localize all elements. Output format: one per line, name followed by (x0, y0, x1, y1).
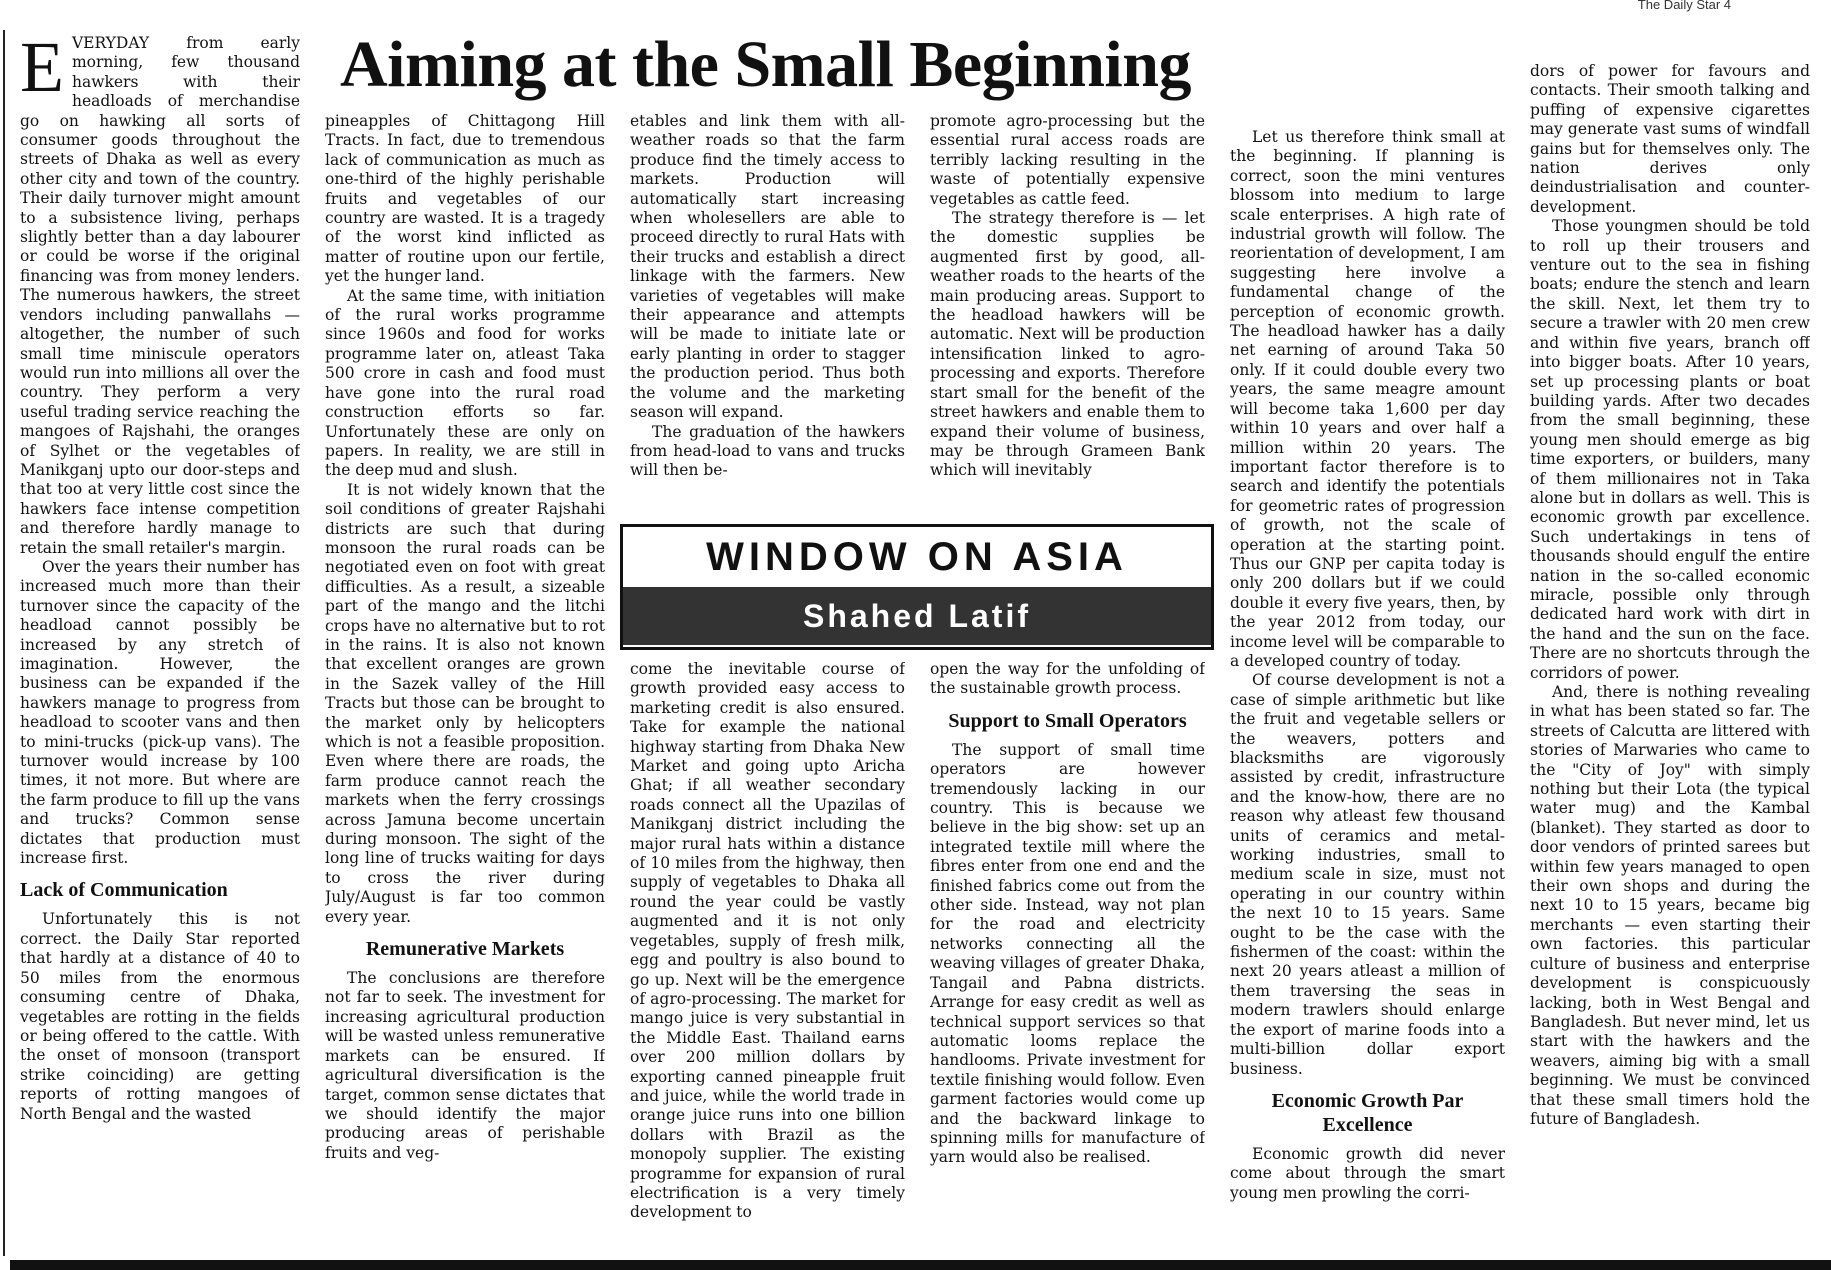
headline: Aiming at the Small Beginning (340, 28, 1191, 101)
banner-author: Shahed Latif (623, 587, 1211, 645)
column-4-bottom-paragraph-2: The support of small time operators are however tremendously lacking in our country. This is because we believe in the big show: set up an integrated textile mill where the fibres enter from one end and the finished fabrics come out from the other side. Instead, way not plan for the road and electricity networks connecting all the weaving villages of greater Dhaka, Tangail and Pabna districts. Arrange for easy credit as well as technical support services so that automatic looms replace the handlooms. Private investment for textile finishing would follow. Even garment factories would come up and the backward linkage to spinning mills for manufacture of yarn would also be realised. (930, 740, 1205, 1167)
column-2-paragraph-1: pineapples of Chittagong Hill Tracts. In fact, due to tremendous lack of communication as much as one-third of the highly perishable fruits and vegetables of our country are wasted. It is a tragedy of the worst kind inflicted as matter of routine upon our fertile, yet the hunger land. (325, 112, 605, 286)
column-4-bottom-paragraph-1: open the way for the unfolding of the sustainable growth process. (930, 660, 1205, 698)
column-3-top-paragraph-2: The graduation of the hawkers from head-load to vans and trucks will then be- (630, 422, 905, 480)
column-5 (1230, 128, 1505, 1254)
column-2 (325, 112, 605, 1254)
column-6 (1530, 62, 1810, 1254)
column-3-bottom (630, 660, 905, 1254)
column-4-top (930, 112, 1205, 512)
bottom-rule (10, 1260, 1831, 1270)
column-5-paragraph-3: Economic growth did never come about through the smart young men prowling the corri- (1230, 1144, 1505, 1202)
subhead-lack-of-communication: Lack of Communication (20, 879, 228, 902)
column-4-bottom (930, 660, 1205, 1254)
column-6-paragraph-1: dors of power for favours and contacts. Their smooth talking and puffing of expensive cigarettes may generate vast sums of windfall gains but for themselves only. The nation derives only deindustrialisation and counter-development. (1530, 62, 1810, 216)
column-6-paragraph-2: Those youngmen should be told to roll up their trousers and venture out to the sea in fishing boats; endure the stench and learn the skill. Next, let them try to secure a trawler with 20 men crew and within five years, branch off into bigger boats. After 10 years, set up processing plants or boat building yards. After two decades from the small beginning, these young men should emerge as big time exporters, or builders, many of them millionaires not in Taka alone but in dollars as well. This is economic growth par excellence. Such undertakings in tens of thousands should engulf the entire nation in the so-called economic miracle, possible only through dedicated hard work with dirt in the hand and the sun on the face. There are no shortcuts through the corridors of power. (1530, 217, 1810, 682)
subhead-support-to-small-operators: Support to Small Operators (948, 709, 1187, 732)
subhead-economic-growth-par-excellence: Economic Growth Par Excellence (1271, 1089, 1464, 1136)
column-2-paragraph-2: At the same time, with initiation of the rural works programme since 1960s and food for works programme later on, atleast Taka 500 crore in cash and food must have gone into the rural road construction efforts so far. Unfortunately these are only on papers. In reality, we are still in the deep mud and slush. (325, 286, 605, 480)
column-3-top (630, 112, 905, 512)
column-5-paragraph-1: Let us therefore think small at the beginning. If planning is correct, soon the mini ventures blossom into medium to large scale enterprises. A high rate of industrial growth will follow. The reorientation of development, I am suggesting here involve a fundamental change of the perception of economic growth. The headload hawker has a daily net earning of around Taka 50 only. If it could double every two years, the same meagre amount will become taka 1,600 per day within 10 years and over half a million within 20 years. The important factor therefore is to search and identify the potentials for geometric rates of progression of growth, not the scale of operation at the starting point. Thus our GNP per capita today is only 200 dollars but if we could double it every five years, then, by the year 2012 from today, our income level will be comparable to a developed country of today. (1230, 128, 1505, 670)
column-2-paragraph-4: The conclusions are therefore not far to seek. The investment for increasing agricultural production will be wasted unless remunerative markets can be ensured. If agricultural diversification is the target, common sense dictates that we should identify the major producing areas of perishable fruits and veg- (325, 969, 605, 1162)
page-header: The Daily Star 4 (1637, 0, 1731, 12)
column-2-paragraph-3: It is not widely known that the soil conditions of greater Rajshahi districts are such that during monsoon the rural roads can be negotiated even on foot with great difficulties. As a result, a sizeable part of the mango and the litchi crops have no alternative but to rot in the rains. It is also not known that excellent oranges are grown in the Sazek valley of the Hill Tracts but those can be brought to the market only by helicopters which is not a feasible proposition. Even where there are roads, the farm produce cannot reach the markets when the ferry crossings across Jamuna become uncertain during monsoon. The sight of the long line of trucks waiting for days to cross the river during July/August is far too common every year. (325, 480, 605, 926)
column-1-paragraph-1: EVERYDAY from early morning, few thousand hawkers with their headloads of merchandise go on hawking all sorts of consumer goods throughout the streets of Dhaka as well as every other city and town of the country. Their daily turnover might amount to a subsistence living, perhaps slightly better than a day labourer or could be worse if the original financing was from money lenders. The numerous hawkers, the street vendors including panwallahs — altogether, the number of such small time miniscule operators would run into millions all over the country. They perform a very useful trading service reaching the mangoes of Rajshahi, the oranges of Sylhet or the vegetables of Manikganj upto our door-steps and that too at very little cost since the hawkers face intense competition and therefore hardly manage to retain the small retailer's margin. (20, 34, 300, 557)
column-4-top-paragraph-1: promote agro-processing but the essential rural access roads are terribly lacking resulting in the waste of potentially expensive vegetables as cattle feed. (930, 112, 1205, 208)
drop-cap: E (20, 34, 64, 107)
column-5-paragraph-2: Of course development is not a case of simple arithmetic but like the fruit and vegetable sellers or the weavers, potters and blacksmiths are vigorously assisted by credit, infrastructure and the know-how, there are no reason why atleast few thousand units of ceramics and metal-working industries, small to medium scale in size, must not operating in our country within the next 10 to 15 years. Same ought to be the case with the fishermen of the coast: within the next 20 years atleast a million of them traversing the seas in modern trawlers should enlarge the export of marine foods into a multi-billion dollar export business. (1230, 671, 1505, 1078)
column-1 (20, 34, 300, 1254)
window-on-asia-banner (620, 524, 1214, 650)
column-3-top-paragraph-1: etables and link them with all-weather roads so that the farm produce find the timely access to markets. Production will automatically start increasing when wholesellers are able to proceed directly to rural Hats with their trucks and establish a direct linkage with the farmers. New varieties of vegetables will make their appearance and attempts will be made to initiate late or early planting in order to stagger the production period. Thus both the volume and the marketing season will expand. (630, 112, 905, 422)
left-column-rule (3, 30, 5, 1256)
banner-title: WINDOW ON ASIA (706, 534, 1128, 579)
column-6-paragraph-3: And, there is nothing revealing in what has been stated so far. The streets of Calcutta are littered with stories of Marwaries who came to the "City of Joy" with simply nothing but their Lota (the typical water mug) and the Kambal (blanket). They started as door to door vendors of printed sarees but within few years managed to open their own shops and during the next 10 to 15 years, became big merchants — even starting their own factories. this particular culture of business and enterprise development is conspicuously lacking, both in West Bengal and Bangladesh. But never mind, let us start with the hawkers and the weavers, aiming big with a small beginning. We must be convinced that these small timers hold the future of Bangladesh. (1530, 683, 1810, 1128)
column-4-top-paragraph-2: The strategy therefore is — let the domestic supplies be augmented first by good, all-weather roads to the hearts of the main producing areas. Support to the headload hawkers will be automatic. Next will be production intensification linked to agro-processing and exports. Therefore start small for the benefit of the street hawkers and enable them to expand their volume of business, may be through Grameen Bank which will inevitably (930, 209, 1205, 480)
column-1-paragraph-2: Over the years their number has increased much more than their turnover since the capacity of the headload cannot possibly be increased by any stretch of imagination. However, the business can be expanded if the hawkers manage to progress from headload to scooter vans and then to mini-trucks (pick-up vans). The turnover would increase by 100 times, it not more. But where are the farm produce to fill up the vans and trucks? Common sense dictates that production must increase first. (20, 557, 300, 868)
subhead-remunerative-markets: Remunerative Markets (365, 938, 565, 961)
column-1-paragraph-3: Unfortunately this is not correct. the Daily Star reported that hardly at a distance of 40 to 50 miles from the enormous consuming centre of Dhaka, vegetables are rotting in the fields or being offered to the cattle. With the onset of monsoon (transport strike coinciding) are getting reports of rotting mangoes of North Bengal and the wasted (20, 910, 300, 1123)
column-3-bottom-paragraph-1: come the inevitable course of growth provided easy access to marketing credit is also ensured. Take for example the national highway starting from Dhaka New Market and going upto Aricha Ghat; if all weather secondary roads connect all the Upazilas of Manikganj district including the major rural hats within a distance of 10 miles from the highway, then supply of vegetables to Dhaka all round the year could be vastly augmented and it is not only vegetables, supply of fresh milk, egg and poultry is also bound to go up. Next will be the emergence of agro-processing. The market for mango juice is very substantial in the Middle East. Thailand earns over 200 million dollars by exporting canned pineapple fruit and juice, while the world trade in orange juice runs into one billion dollars with Brazil as the monopoly supplier. The existing programme for expansion of rural electrification is a very timely development to (630, 660, 905, 1222)
